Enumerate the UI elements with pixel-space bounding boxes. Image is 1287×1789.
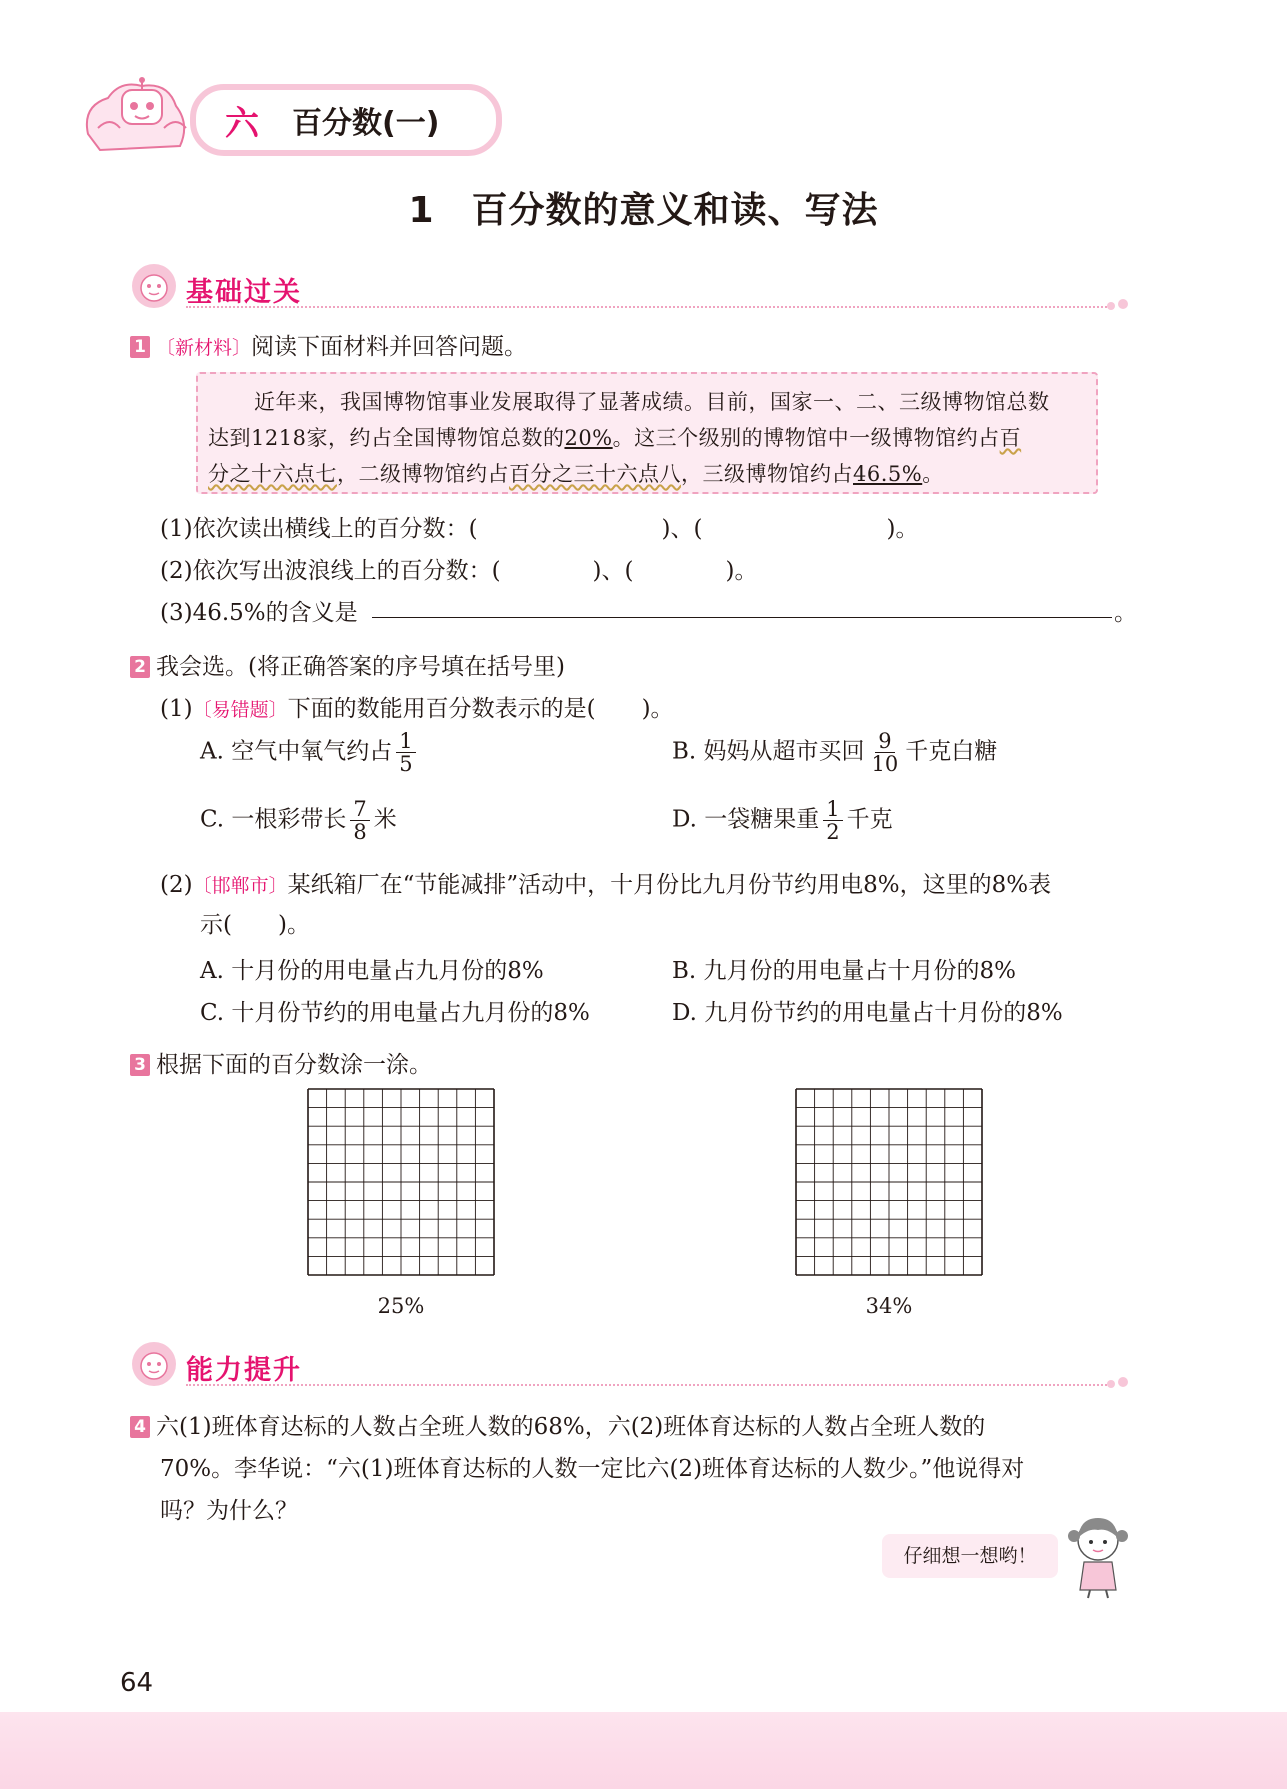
decorative-dots-icon xyxy=(1106,298,1130,314)
question-text: 我会选。(将正确答案的序号填在括号里) xyxy=(156,654,565,680)
option-c[interactable]: C. 十月份节约的用电量占九月份的8% xyxy=(200,1000,590,1026)
numerator: 1 xyxy=(396,730,415,753)
section-title: 能力提升 xyxy=(186,1355,302,1386)
question-tag: 〔新材料〕 xyxy=(156,337,252,359)
denominator: 2 xyxy=(826,820,840,845)
material-line: 近年来，我国博物馆事业发展取得了显著成绩。目前，国家一、二、三级博物馆总数 xyxy=(254,390,1050,414)
material-text: ，二级博物馆约占 xyxy=(337,462,509,486)
grid-label: 34% xyxy=(865,1294,913,1318)
page-number: 64 xyxy=(120,1668,154,1698)
option-c[interactable] xyxy=(200,798,397,843)
question-2-part1 xyxy=(160,690,674,723)
numerator: 1 xyxy=(823,798,842,821)
chapter-banner xyxy=(80,76,500,156)
robot-mascot-icon xyxy=(80,76,200,158)
material-text: ，三级博物馆约占 xyxy=(681,462,853,486)
fraction xyxy=(869,730,902,775)
material-line xyxy=(208,422,1021,452)
question-text: 示( )。 xyxy=(200,912,310,938)
fraction xyxy=(823,798,842,843)
sentence-end: 。 xyxy=(1114,600,1137,626)
option-d[interactable]: D. 九月份节约的用电量占十月份的8% xyxy=(672,1000,1063,1026)
option-unit: 千克 xyxy=(846,806,893,833)
material-text: 。这三个级别的博物馆中一级博物馆约占 xyxy=(612,426,1000,450)
girl-mascot-icon xyxy=(1064,1510,1132,1600)
chapter-title: 百分数(一) xyxy=(292,106,440,141)
denominator: 5 xyxy=(399,752,413,777)
material-box xyxy=(196,372,1098,494)
hint-speech-bubble: 仔细想一想哟！ xyxy=(882,1534,1058,1578)
question-4-line1 xyxy=(130,1408,985,1441)
question-text: 某纸箱厂在“节能减排”活动中，十月份比九月份节约用电8%，这里的8%表 xyxy=(287,872,1052,898)
question-1-sub2: (2)依次写出波浪线上的百分数：( )、( )。 xyxy=(160,558,758,584)
question-text: 六(1)班体育达标的人数占全班人数的68%，六(2)班体育达标的人数占全班人数的 xyxy=(156,1414,986,1440)
part-label: (1) xyxy=(160,696,193,722)
option-text: C. 一根彩带长 xyxy=(200,806,347,833)
hundred-grid[interactable] xyxy=(795,1088,983,1276)
option-b[interactable]: B. 九月份的用电量占十月份的8% xyxy=(672,958,1017,984)
wavy-percent: 分之十六点七 xyxy=(208,462,337,486)
material-text: 达到1218家，约占全国博物馆总数的 xyxy=(208,426,565,450)
question-2-prompt xyxy=(130,648,565,681)
hundred-grid[interactable] xyxy=(307,1088,495,1276)
wavy-percent: 百分之三十六点八 xyxy=(509,462,681,486)
grid-label: 25% xyxy=(377,1294,425,1318)
mascot-badge-icon xyxy=(130,1340,178,1388)
lesson-title: 1 百分数的意义和读、写法 xyxy=(408,190,879,231)
question-text: 下面的数能用百分数表示的是( )。 xyxy=(287,696,674,722)
question-tag: 〔邯郸市〕 xyxy=(192,875,288,897)
question-3-prompt xyxy=(130,1046,432,1079)
answer-blank-line[interactable] xyxy=(372,617,1112,618)
numerator: 9 xyxy=(875,730,894,753)
question-1-sub3: (3)46.5%的含义是 xyxy=(160,600,358,626)
material-line xyxy=(208,458,944,488)
question-number: 2 xyxy=(130,656,150,678)
question-4-line2: 70%。李华说：“六(1)班体育达标的人数一定比六(2)班体育达标的人数少。”他说得对 xyxy=(160,1456,1025,1482)
question-number: 1 xyxy=(130,336,150,358)
section-divider xyxy=(186,306,1110,308)
wavy-percent: 百 xyxy=(999,426,1022,450)
numerator: 7 xyxy=(350,798,369,821)
question-tag: 〔易错题〕 xyxy=(192,699,288,721)
section-header-advanced xyxy=(130,1340,1130,1390)
decorative-dots-icon xyxy=(1106,1376,1130,1392)
bottom-decoration-band xyxy=(0,1712,1287,1789)
underlined-percent: 46.5% xyxy=(853,462,923,486)
option-a[interactable] xyxy=(200,730,420,775)
option-b[interactable] xyxy=(672,730,997,775)
question-1-prompt xyxy=(130,328,527,361)
option-a[interactable]: A. 十月份的用电量占九月份的8% xyxy=(200,958,544,984)
option-text: A. 空气中氧气约占 xyxy=(200,738,393,765)
part-label: (2) xyxy=(160,872,193,898)
question-text: 阅读下面材料并回答问题。 xyxy=(251,334,528,360)
fraction xyxy=(396,730,415,775)
question-4-line3: 吗？为什么？ xyxy=(160,1498,298,1524)
question-2-part2 xyxy=(160,866,1051,899)
material-text: 。 xyxy=(922,462,944,486)
option-unit: 千克白糖 xyxy=(905,738,998,765)
denominator: 8 xyxy=(353,820,367,845)
section-divider xyxy=(186,1384,1110,1386)
underlined-percent: 20% xyxy=(564,426,613,450)
fraction xyxy=(350,798,369,843)
question-number: 4 xyxy=(130,1416,150,1438)
question-1-sub1: (1)依次读出横线上的百分数：( )、( )。 xyxy=(160,516,919,542)
option-d[interactable] xyxy=(672,798,893,843)
section-header-basic xyxy=(130,262,1130,312)
chapter-number: 六 xyxy=(225,104,259,144)
question-text: 根据下面的百分数涂一涂。 xyxy=(156,1052,432,1078)
mascot-badge-icon xyxy=(130,262,178,310)
section-title: 基础过关 xyxy=(186,277,302,308)
option-text: D. 一袋糖果重 xyxy=(672,806,820,833)
option-text: B. 妈妈从超市买回 xyxy=(672,738,865,765)
option-unit: 米 xyxy=(373,806,397,833)
question-number: 3 xyxy=(130,1054,150,1076)
denominator: 10 xyxy=(871,752,899,777)
